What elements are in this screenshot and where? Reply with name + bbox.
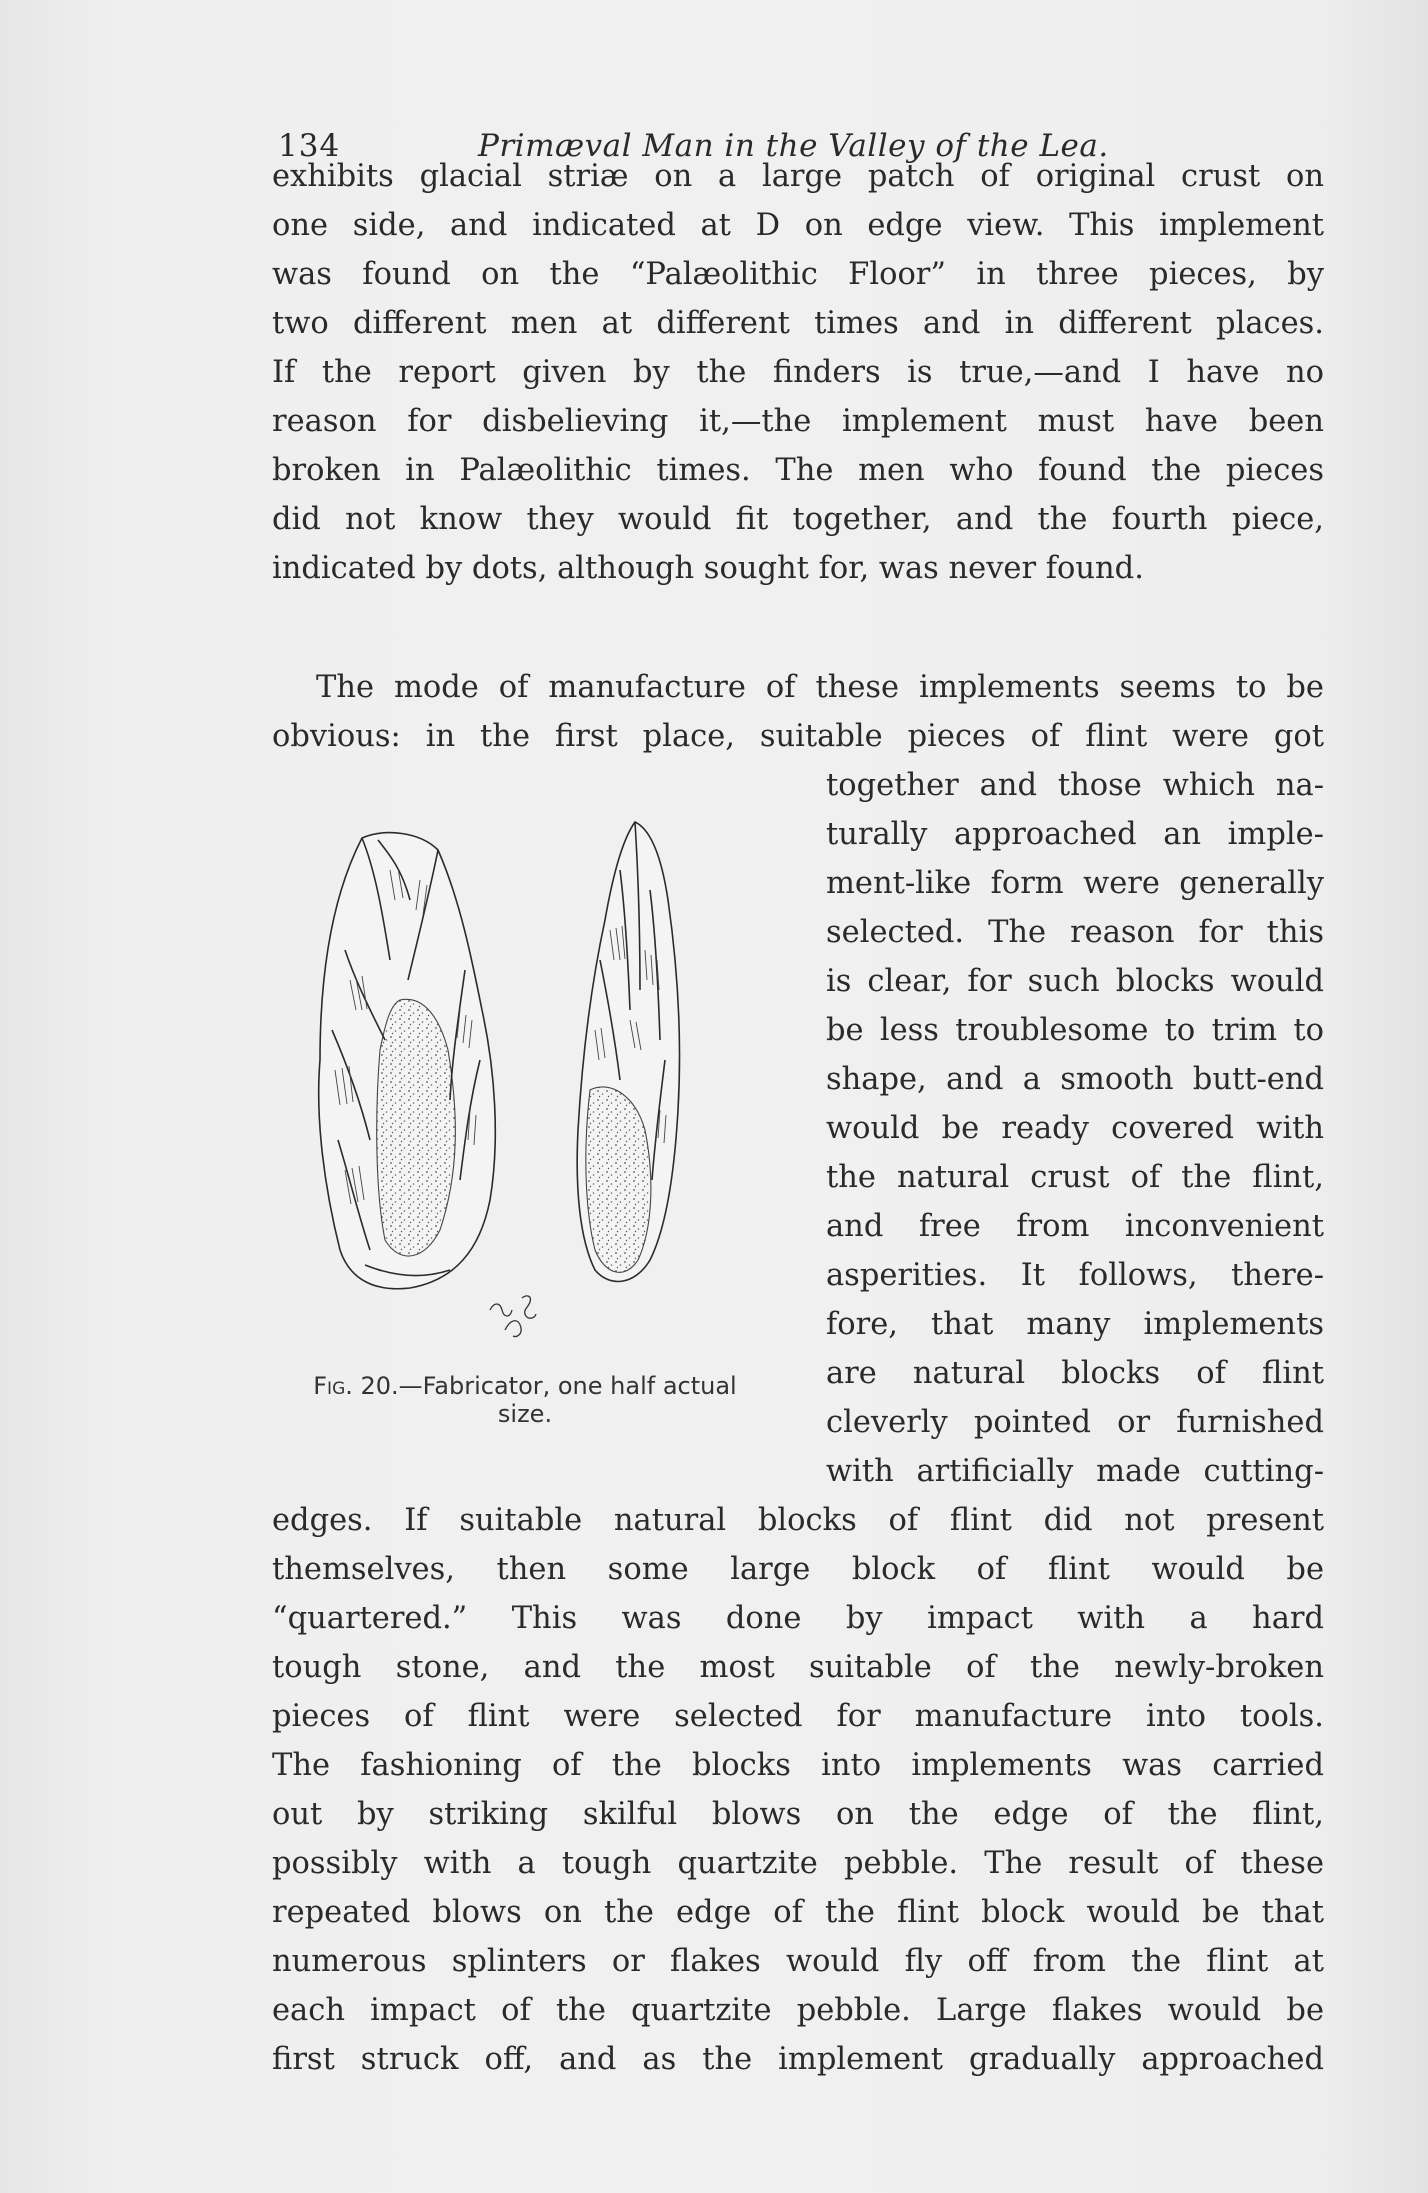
text-line: the natural crust of the flint, — [826, 1160, 1324, 1195]
artist-signature — [490, 1296, 536, 1337]
text-line: shape, and a smooth butt-end — [826, 1062, 1324, 1097]
page-number: 134 — [278, 128, 341, 164]
text-line: one side, and indicated at D on edge view. This implement — [272, 208, 1324, 243]
paragraph-2-column — [826, 761, 1324, 1496]
text-line: numerous splinters or flakes would fly off from the flint at — [272, 1944, 1324, 1979]
implement-edge-view — [577, 822, 679, 1281]
text-line: selected. The reason for this — [826, 915, 1324, 950]
text-line: did not know they would fit together, and the fourth piece, — [272, 502, 1324, 537]
text-line: two different men at different times and in different places. — [272, 306, 1324, 341]
running-title: Primæval Man in the Valley of the Lea. — [478, 128, 1109, 164]
fabricator-illustration — [290, 810, 760, 1370]
text-line: reason for disbelieving it,—the implement must have been — [272, 404, 1324, 439]
text-line: If the report given by the finders is true,—and I have no — [272, 355, 1324, 390]
text-line: with artificially made cutting- — [826, 1454, 1324, 1489]
paragraph-1 — [272, 152, 1324, 593]
text-line: was found on the “Palæolithic Floor” in three pieces, by — [272, 257, 1324, 292]
text-line: first struck off, and as the implement gradually approached — [272, 2042, 1324, 2077]
implement-face-view — [319, 833, 496, 1289]
text-line: possibly with a tough quartzite pebble. The result of these — [272, 1846, 1324, 1881]
text-line: asperities. It follows, there- — [826, 1258, 1324, 1293]
text-line: The fashioning of the blocks into implements was carried — [272, 1748, 1324, 1783]
text-line: repeated blows on the edge of the flint block would be that — [272, 1895, 1324, 1930]
text-line: exhibits glacial striæ on a large patch of original crust on — [272, 159, 1324, 194]
text-line: ment-like form were generally — [826, 866, 1324, 901]
figure-label: Fig. 20. — [313, 1372, 399, 1400]
text-line: The mode of manufacture of these implements seems to be — [316, 670, 1324, 705]
text-line: be less troublesome to trim to — [826, 1013, 1324, 1048]
text-line: themselves, then some large block of flint would be — [272, 1552, 1324, 1587]
text-line: “quartered.” This was done by impact with a hard — [272, 1601, 1324, 1636]
text-line: and free from inconvenient — [826, 1209, 1324, 1244]
figure-caption — [290, 1372, 760, 1428]
text-line: are natural blocks of flint — [826, 1356, 1324, 1391]
paragraph-2-top — [272, 663, 1324, 761]
paragraph-2-bottom — [272, 1496, 1324, 2084]
text-line: cleverly pointed or furnished — [826, 1405, 1324, 1440]
text-line: tough stone, and the most suitable of the newly-broken — [272, 1650, 1324, 1685]
text-line: edges. If suitable natural blocks of flint did not present — [272, 1503, 1324, 1538]
text-line: is clear, for such blocks would — [826, 964, 1324, 999]
fabricator-figure — [290, 810, 760, 1370]
text-line: fore, that many implements — [826, 1307, 1324, 1342]
text-line: pieces of flint were selected for manufacture into tools. — [272, 1699, 1324, 1734]
text-line: each impact of the quartzite pebble. Large flakes would be — [272, 1993, 1324, 2028]
text-line: turally approached an imple- — [826, 817, 1324, 852]
text-line: out by striking skilful blows on the edge of the flint, — [272, 1797, 1324, 1832]
text-line: together and those which na- — [826, 768, 1324, 803]
figure-caption-text: —Fabricator, one half actual size. — [398, 1372, 737, 1428]
text-line: obvious: in the first place, suitable pieces of flint were got — [272, 719, 1324, 754]
text-line: would be ready covered with — [826, 1111, 1324, 1146]
text-line: broken in Palæolithic times. The men who found the pieces — [272, 453, 1324, 488]
text-line: indicated by dots, although sought for, was never found. — [272, 551, 1144, 586]
